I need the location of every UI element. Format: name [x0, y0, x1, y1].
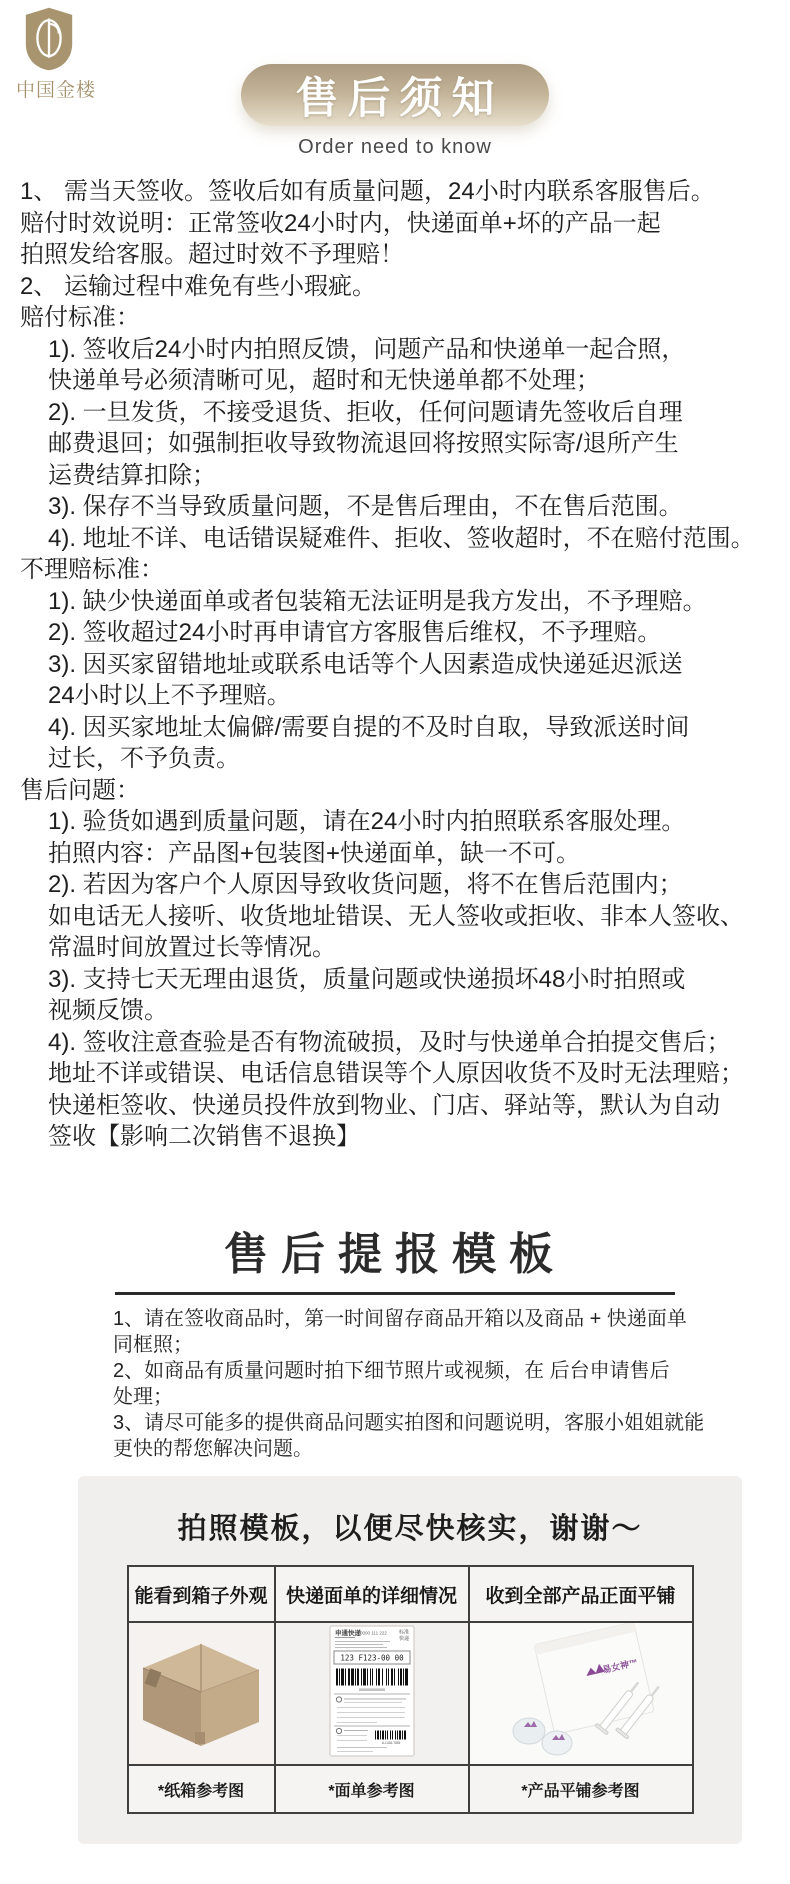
header-box-appearance: 能看到箱子外观: [128, 1566, 275, 1622]
photo-reference-table: [127, 1565, 694, 1814]
notice-line: 视频反馈。: [48, 997, 168, 1024]
label-hotline: 0000 111 222: [359, 1630, 387, 1636]
jelly-pod-icon: [513, 1718, 545, 1744]
photo-template-title: 拍照模板，以便尽快核实，谢谢～: [177, 1513, 643, 1545]
notice-line: 不理赔标准：: [20, 556, 164, 583]
notice-line: 签收【影响二次销售不退换】: [48, 1123, 360, 1150]
template-line: 3、请尽可能多的提供商品问题实拍图和问题说明，客服小姐姐就能: [113, 1412, 705, 1434]
notice-line: 赔付标准：: [20, 304, 140, 331]
template-line: 更快的帮您解决问题。: [113, 1438, 313, 1460]
notice-line: 快递单号必须清晰可见，超时和无快递单都不处理；: [48, 367, 600, 394]
photo-template-box: [78, 1476, 742, 1844]
notice-line: 运费结算扣除；: [48, 461, 216, 489]
label-service-1: 标准: [398, 1629, 409, 1636]
notice-line: 1、 需当天签收。签收后如有质量问题，24小时内联系客服售后。: [20, 178, 715, 205]
section-divider: [115, 1292, 675, 1295]
template-section-title: 售后提报模板: [224, 1230, 566, 1279]
shipping-label-photo: [275, 1622, 469, 1765]
jelly-pod-icon: [542, 1731, 572, 1755]
notice-line: 过长，不予负责。: [48, 745, 240, 772]
cardboard-box-icon: [135, 1632, 267, 1750]
notice-line: 2、 运输过程中难免有些小瑕疵。: [20, 272, 377, 300]
page-subtitle: Order need to know: [298, 136, 492, 158]
notice-line: 4). 因买家地址太偏僻/需要自提的不及时自取，导致派送时间: [48, 713, 690, 741]
page-title: 售后须知: [295, 74, 504, 123]
template-line: 处理；: [113, 1386, 173, 1408]
notice-line: 1). 缺少快递面单或者包装箱无法证明是我方发出，不予理赔。: [48, 587, 707, 615]
label-barcode-digits: 0000000000000: [358, 1688, 385, 1692]
product-flatlay-icon: [491, 1623, 671, 1759]
table-header-row: [128, 1566, 693, 1622]
notice-line: 24小时以上不予理赔。: [48, 682, 291, 709]
header-label-detail: 快递面单的详细情况: [275, 1566, 469, 1622]
notice-line: 常温时间放置过长等情况。: [48, 934, 336, 961]
notice-line: 3). 支持七天无理由退货，质量问题或快递损坏48小时拍照或: [48, 965, 686, 993]
brand-name: 中国金楼: [16, 80, 97, 101]
brand-logo: [16, 6, 106, 102]
notice-line: 3). 保存不当导致质量问题，不是售后理由，不在售后范围。: [48, 493, 683, 520]
after-sales-banner: [241, 64, 549, 126]
notice-line: 2). 一旦发货，不接受退货、拒收，任何问题请先签收后自理: [48, 398, 683, 426]
notice-line: 拍照发给客服。超过时效不予理赔！: [20, 241, 404, 268]
template-line: 1、请在签收商品时，第一时间留存商品开箱以及商品 + 快递面单: [113, 1308, 687, 1330]
template-line: 同框照；: [113, 1334, 193, 1356]
notice-line: 售后问题：: [20, 776, 140, 804]
label-service-2: 快递: [398, 1636, 409, 1642]
header-products-flat: 收到全部产品正面平铺: [469, 1566, 693, 1622]
template-line: 2、如商品有质量问题时拍下细节照片或视频，在 后台申请售后: [113, 1360, 670, 1382]
label-sorting-code: 123 F123-00 00: [339, 1653, 404, 1663]
brand-shield-icon: [22, 6, 76, 72]
product-brand-text: 易女神™: [600, 1657, 639, 1676]
notice-line: 拍照内容：产品图+包装图+快递面单，缺一不可。: [48, 839, 581, 867]
label-courier-name: 申通快递: [334, 1630, 361, 1637]
caption-box: *纸箱参考图: [128, 1765, 275, 1813]
notice-line: 1). 验货如遇到质量问题，请在24小时内拍照联系客服处理。: [48, 808, 686, 835]
notice-line: 4). 地址不详、电话错误疑难件、拒收、签收超时，不在赔付范围。: [48, 524, 755, 552]
notice-line: 如电话无人接听、收货地址错误、无人签收或拒收、非本人签收、: [48, 902, 744, 930]
caption-label: *面单参考图: [275, 1765, 469, 1813]
template-section-list: [113, 1306, 753, 1462]
notice-line: 2). 签收超过24小时再申请官方客服售后维权，不予理赔。: [48, 619, 662, 646]
shipping-label-icon: [329, 1625, 415, 1757]
notice-line: 3). 因买家留错地址或联系电话等个人因素造成快递延迟派送: [48, 650, 683, 678]
notice-line: 快递柜签收、快递员投件放到物业、门店、驿站等，默认为自动: [48, 1091, 720, 1119]
caption-products: *产品平铺参考图: [469, 1765, 693, 1813]
product-flatlay-photo: [469, 1622, 693, 1765]
notice-line: 地址不详或错误、电话信息错误等个人原因收货不及时无法理赔；: [48, 1060, 744, 1087]
notice-lines: [20, 176, 782, 1153]
notice-line: 2). 若因为客户个人原因导致收货问题，将不在售后范围内；: [48, 871, 683, 898]
notice-line: 赔付时效说明：正常签收24小时内，快递面单+坏的产品一起: [20, 209, 661, 237]
table-caption-row: [128, 1765, 693, 1813]
notice-line: 邮费退回；如强制拒收导致物流退回将按照实际寄/退所产生: [48, 430, 679, 457]
notice-line: 1). 签收后24小时内拍照反馈，问题产品和快递单一起合照，: [48, 335, 686, 363]
table-image-row: [128, 1622, 693, 1765]
label-tracking: U-1416-7845: [381, 1741, 400, 1745]
notice-line: 4). 签收注意查验是否有物流破损，及时与快递单合拍提交售后；: [48, 1028, 731, 1056]
cardboard-box-photo: [128, 1622, 275, 1765]
